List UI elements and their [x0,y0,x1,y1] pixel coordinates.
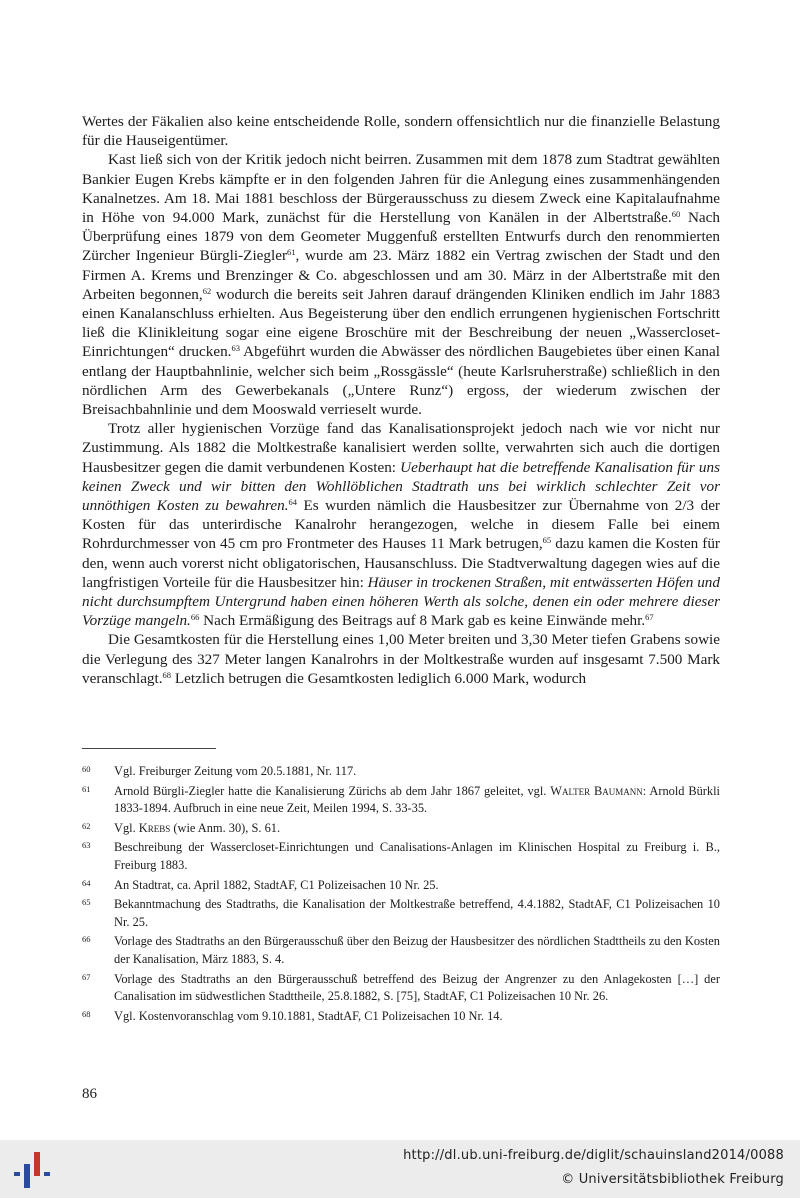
copyright-notice: © Universitätsbibliothek Freiburg [561,1172,784,1187]
footnote: 64 An Stadtrat, ca. April 1882, StadtAF, C1 Polizeisachen 10 Nr. 25. [82,877,439,892]
footnote-ref[interactable]: 65 [542,535,552,546]
footnote-ref[interactable]: 61 [287,247,296,258]
footnote-ref[interactable]: 63 [231,343,240,354]
permalink[interactable]: http://dl.ub.uni-freiburg.de/diglit/schauinsland2014/0088 [403,1148,784,1163]
footnote: 68 Vgl. Kostenvoranschlag vom 9.10.1881, StadtAF, C1 Polizeisachen 10 Nr. 14. [82,1008,503,1023]
footnote: 63 Beschreibung der Wassercloset-Einrichtungen und Canalisations-Anlagen im Klinischen Hospital zu Freiburg i. B., Freiburg 1883. [82,840,720,872]
footnote: 61 Arnold Bürgli-Ziegler hatte die Kanalisierung Zürichs ab dem Jahr 1867 geleitet, vgl. Walter Baumann: Arnold Bürkli 1833-1894. Aufbruch in eine neue Zeit, Meilen 1994, S. 33-35. [82,783,720,816]
paragraph-2: Kast ließ sich von der Kritik jedoch nicht beirren. Zusammen mit dem 1878 zum Stadtrat gewählten Bankier Eugen Krebs kämpfte er in den folgenden Jahren für die Anlegung eines zusammenhängenden Kanalnetzes. Am 18. Mai 1881 beschloss der Bürgerausschuss zu diesem Zweck eine Kapitalaufnahme in Höhe von 94.000 Mark, zunächst für die Herstellung von Kanälen in der Albertstraße.$^{60}$ Nach Überprüfung eines 1879 von dem Geometer Muggenfuß erstellten Entwurfs durch den renommierten Zürcher Ingenieur Bürgli-Ziegler$^{61}$, wurde am 23. März 1882 ein Vertrag zwischen der Stadt und den Firmen A. Krems und Brenzinger & Co. abgeschlossen und am 30. März in der Albertstraße mit den Arbeiten begonnen,$^{62}$ wodurch die bereits seit Jahren darauf drängenden Kliniken endlich im Jahr 1883 einen Kanalanschluss erhielten. Aus Begeisterung über den endlich errungenen hygienischen Fortschritt ließ die Klinikleitung sogar eine eigene Broschüre mit der Beschreibung der neuen „Wassercloset-Einrichtungen“ drucken.$^{63}$ Abgeführt wurden die Abwässer des nördlichen Baugebietes über einen Kanal entlang der Hauptbahnlinie, welcher sich beim „Rossgässle“ (heute Karlsruherstraße) schließlich in den nördlichen Arm des Gewerbekanals („Untere Runz“) ergoss, der wiederum zwischen der Breisachbahnlinie und dem Mooswald verrieselt wurde. [82,151,721,419]
footnote: 62 Vgl. Krebs (wie Anm. 30), S. 61. [82,820,281,835]
footnote-ref[interactable]: 66 [190,612,200,623]
paragraph-1: Wertes der Fäkalien also keine entscheidende Rolle, sondern offensichtlich nur die finanzielle Belastung für die Hauseigentümer. [82,113,720,150]
paragraph-3: Trotz aller hygienischen Vorzüge fand das Kanalisationsprojekt jedoch nach wie vor nicht nur Zustimmung. Als 1882 die Moltkestraße kanalisiert werden sollte, verwahrten sich auch die dortigen Hausbesitzer gegen die damit verbundenen Kosten: Ueberhaupt hat die betreffende Kanalisation für uns keinen Zweck und wir bitten den Wohllöblichen Stadtrath uns bei wirklich schlechter Zeit vor unnöthigen Kosten zu bewahren.$^{64}$ Es wurden nämlich die Hausbesitzer zur Übernahme von 2/3 der Kosten für das unterirdische Kanalrohr herangezogen, welche in diesem Falle bei einem Rohrdurchmesser von 45 cm pro Frontmeter des Hauses 11 Mark betrugen,$^{65}$ dazu kamen die Kosten für den, wenn auch vorerst nicht obligatorischen, Hausanschluss. Die Stadtverwaltung dagegen wies auf die langfristigen Vorteile für die Hausbesitzer hin: Häuser in trockenen Straßen, mit entwässerten Höfen und nicht durchsumpftem Untergrund haben einen höheren Werth als solche, denen ein oder mehrere dieser Vorzüge mangeln.$^{66}$ Nach Ermäßigung des Beitrags auf 8 Mark gab es keine Einwände mehr.$^{67}$ [82,420,720,630]
footnote-ref[interactable]: 62 [202,285,212,296]
footnote-ref[interactable]: 60 [671,209,681,220]
library-logo-icon[interactable] [12,1150,52,1190]
footnote: 65 Bekanntmachung des Stadtraths, die Kanalisation der Moltkestraße betreffend, 4.4.1882, StadtAF, C1 Polizeisachen 10 Nr. 25. [82,897,720,929]
quote-city-administration: Häuser in trockenen Straßen, mit entwässerten Höfen und nicht durchsumpftem Untergrund haben einen höheren Werth als solche, denen ein oder mehrere dieser Vorzüge mangeln. [82,573,720,630]
footnote-divider [82,748,216,749]
footnote: 67 Vorlage des Stadtraths an den Bürgerausschuß betreffend des Beizug der Angrenzer zu den Anlagekosten […] der Canalisation im südwestlichen Stadttheile, 25.8.1882, S. [75], StadtAF, C1 Polizeisachen 10 Nr. 26. [82,971,720,1004]
footnote-ref[interactable]: 67 [645,612,654,623]
author-name: Krebs [138,820,171,835]
body-text [82,112,720,688]
logo-bar-left [14,1172,20,1176]
paragraph-4: Die Gesamtkosten für die Herstellung eines 1,00 Meter breiten und 3,30 Meter tiefen Grabens sowie die Verlegung des 327 Meter langen Kanalrohrs in der Moltkestraße wurden auf insgesamt 7.500 Mark veranschlagt.$^{68}$ Letzlich betrugen die Gesamtkosten lediglich 6.000 Mark, wodurch [82,631,720,687]
viewer-footer [0,1140,800,1198]
logo-bar-right [44,1172,50,1176]
logo-bar-mid [24,1164,30,1188]
footnote: 66 Vorlage des Stadtraths an den Bürgerausschuß über den Beizug der Hausbesitzer des nördlichen Stadttheils zu den Kosten der Kanalisation, März 1883, S. 4. [82,934,720,966]
footnote-ref[interactable]: 68 [162,669,172,680]
logo-bar-accent [34,1152,40,1176]
footnote-ref[interactable]: 64 [288,497,298,508]
footnotes [82,763,720,1027]
author-name: Walter Baumann [550,783,643,798]
footnote: 60 Vgl. Freiburger Zeitung vom 20.5.1881, Nr. 117. [82,764,357,778]
page-number: 86 [82,1086,97,1102]
quote-house-owners: Ueberhaupt hat die betreffende Kanalisation für uns keinen Zweck und wir bitten den Wohllöblichen Stadtrath uns bei wirklich schlechter Zeit vor unnöthigen Kosten zu bewahren. [82,458,720,515]
